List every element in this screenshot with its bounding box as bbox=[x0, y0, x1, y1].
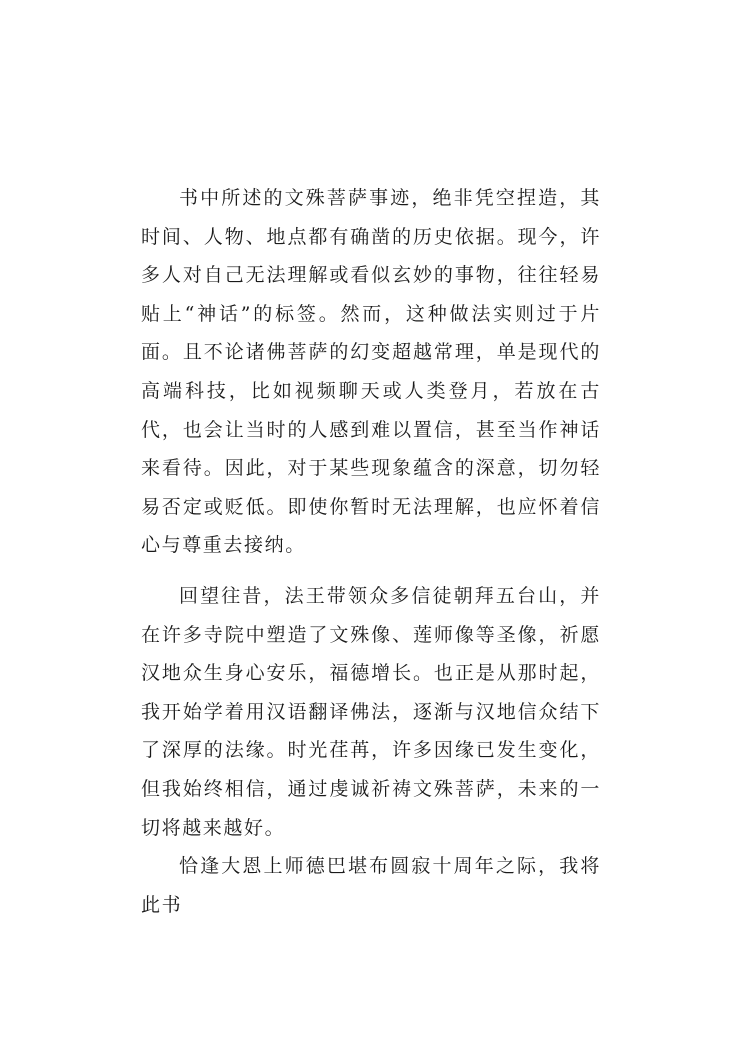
body-paragraph-1: 书中所述的文殊菩萨事迹，绝非凭空捏造，其时间、人物、地点都有确凿的历史依据。现今，许多人对自己无法理解或看似玄妙的事物，往往轻易贴上“神话”的标签。然而，这种做法实则过于片面。且不论诸佛菩萨的幻变超越常理，单是现代的高端科技，比如视频聊天或人类登月，若放在古代，也会让当时的人感到难以置信，甚至当作神话来看待。因此，对于某些现象蕴含的深意，切勿轻易否定或贬低。即使你暂时无法理解，也应怀着信心与尊重去接纳。 bbox=[141, 187, 601, 557]
body-paragraph-3: 恰逢大恩上师德巴堪布圆寂十周年之际，我将此书 bbox=[141, 855, 601, 916]
body-paragraph-2: 回望往昔，法王带领众多信徒朝拜五台山，并在许多寺院中塑造了文殊像、莲师像等圣像，祈愿汉地众生身心安乐，福德增长。也正是从那时起，我开始学着用汉语翻译佛法，逐渐与汉地信众结下了深厚的法缘。时光荏苒，许多因缘已发生变化，但我始终相信，通过虔诚祈祷文殊菩萨，未来的一切将越来越好。 bbox=[141, 585, 601, 839]
paragraph-block-1 bbox=[141, 179, 601, 565]
paragraph-block-3 bbox=[141, 847, 601, 924]
paragraph-block-2 bbox=[141, 577, 601, 847]
